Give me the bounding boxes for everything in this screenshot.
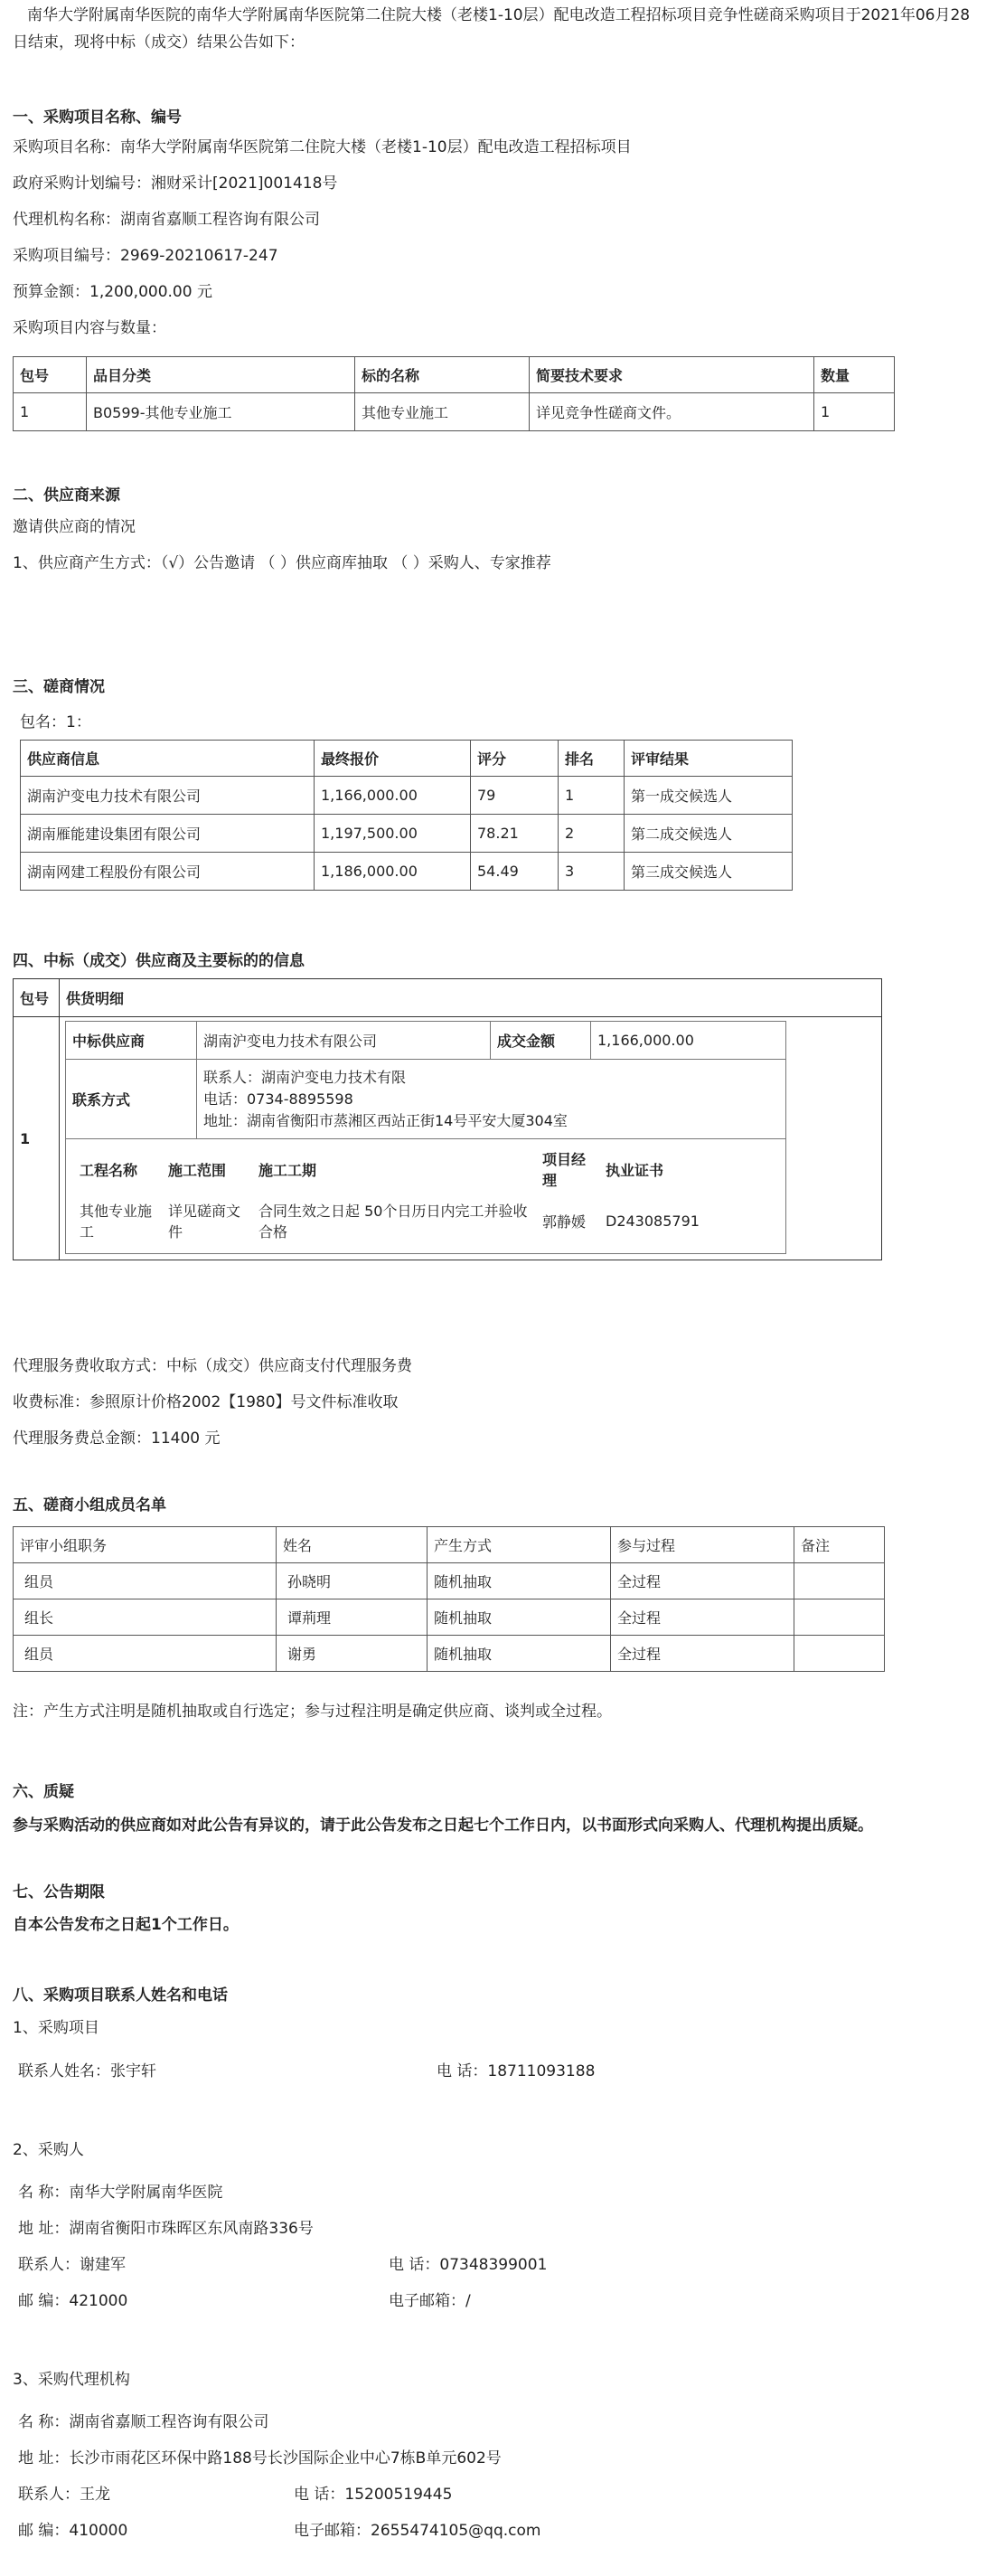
table-cell: 第一成交候选人 bbox=[625, 777, 793, 815]
supplier-label: 中标供应商 bbox=[66, 1022, 197, 1060]
table-cell: 1 bbox=[814, 393, 895, 431]
section-2-heading: 二、供应商来源 bbox=[13, 486, 120, 505]
table-row bbox=[66, 1139, 786, 1254]
plan-number: 政府采购计划编号：湘财采计[2021]001418号 bbox=[13, 175, 338, 193]
col-header: 执业证书 bbox=[606, 1161, 664, 1179]
table-row bbox=[14, 1563, 885, 1599]
table-cell: 全过程 bbox=[611, 1599, 794, 1636]
col-header: 施工工期 bbox=[258, 1161, 317, 1179]
table-row bbox=[21, 853, 793, 891]
table-cell: 随机抽取 bbox=[428, 1599, 611, 1636]
panel-note: 注：产生方式注明是随机抽取或自行选定；参与过程注明是确定供应商、谈判或全过程。 bbox=[13, 1703, 612, 1721]
contact-address: 地址：湖南省衡阳市蒸湘区西站正街14号平安大厦304室 bbox=[203, 1111, 568, 1129]
project-name: 采购项目名称：南华大学附属南华医院第二住院大楼（老楼1-10层）配电改造工程招标项目 bbox=[13, 138, 632, 156]
table-cell: 孙晓明 bbox=[277, 1563, 428, 1599]
table-cell: 1 bbox=[14, 393, 87, 431]
detail-cell bbox=[60, 1017, 882, 1260]
col-header: 供货明细 bbox=[60, 979, 882, 1017]
section-8-heading: 八、采购项目联系人姓名和电话 bbox=[13, 1986, 228, 2005]
table-cell: 合同生效之日起 50个日历日内完工并验收合格 bbox=[258, 1203, 528, 1241]
col-header: 姓名 bbox=[277, 1527, 428, 1563]
project-info-cell bbox=[66, 1139, 786, 1254]
section-1-heading: 一、采购项目名称、编号 bbox=[13, 109, 182, 127]
table-cell: 详见磋商文件 bbox=[168, 1203, 241, 1241]
agency-email: 电子邮箱：2655474105@qq.com bbox=[294, 2522, 541, 2540]
table-cell: 全过程 bbox=[611, 1636, 794, 1672]
contact-label: 联系方式 bbox=[66, 1060, 197, 1139]
section-5-heading: 五、磋商小组成员名单 bbox=[13, 1496, 166, 1514]
table-header-row bbox=[14, 1527, 885, 1563]
content-quantity-label: 采购项目内容与数量： bbox=[13, 319, 166, 337]
table-cell: 第二成交候选人 bbox=[625, 815, 793, 853]
contact-person: 联系人：湖南沪变电力技术有限 bbox=[203, 1068, 407, 1086]
col-header: 包号 bbox=[14, 979, 60, 1017]
col-header: 评审结果 bbox=[625, 741, 793, 777]
table-cell: 组长 bbox=[14, 1599, 277, 1636]
col-header: 品目分类 bbox=[87, 357, 355, 393]
agency-name-line: 名 称：湖南省嘉顺工程咨询有限公司 bbox=[18, 2413, 269, 2431]
table-cell: 湖南雁能建设集团有限公司 bbox=[21, 815, 315, 853]
section-6-heading: 六、质疑 bbox=[13, 1783, 74, 1801]
col-header: 施工范围 bbox=[168, 1161, 227, 1179]
col-header: 备注 bbox=[794, 1527, 885, 1563]
table-header-row bbox=[21, 741, 793, 777]
col-header: 数量 bbox=[814, 357, 895, 393]
col-header: 工程名称 bbox=[80, 1161, 138, 1179]
table-cell: 湖南网建工程股份有限公司 bbox=[21, 853, 315, 891]
table-cell bbox=[794, 1563, 885, 1599]
col-header: 评分 bbox=[471, 741, 559, 777]
table-cell: 详见竞争性磋商文件。 bbox=[530, 393, 814, 431]
consultation-table bbox=[20, 740, 793, 891]
table-cell: D243085791 bbox=[606, 1212, 700, 1230]
intro-paragraph: 南华大学附属南华医院的南华大学附属南华医院第二住院大楼（老楼1-10层）配电改造工程招标项目竞争性磋商采购项目于2021年06月28日结束，现将中标（成交）结果公告如下： bbox=[13, 6, 971, 52]
fee-method: 代理服务费收取方式：中标（成交）供应商支付代理服务费 bbox=[13, 1357, 412, 1375]
table-row bbox=[66, 1060, 786, 1139]
table-row bbox=[14, 393, 895, 431]
purchaser-name: 名 称：南华大学附属南华医院 bbox=[18, 2184, 223, 2202]
table-row bbox=[14, 1636, 885, 1672]
purchaser-email: 电子邮箱：/ bbox=[389, 2292, 471, 2310]
project-number: 采购项目编号：2969-20210617-247 bbox=[13, 247, 278, 265]
col-header: 项目经理 bbox=[542, 1151, 587, 1189]
invite-supplier-label: 邀请供应商的情况 bbox=[13, 518, 136, 536]
purchaser-contact: 联系人：谢建军 bbox=[18, 2256, 126, 2274]
table-cell: B0599-其他专业施工 bbox=[87, 393, 355, 431]
amount-label: 成交金额 bbox=[491, 1022, 591, 1060]
panel-members-table bbox=[13, 1526, 885, 1672]
table-header-row bbox=[14, 357, 895, 393]
contact-phone: 电话：0734-8895598 bbox=[203, 1090, 353, 1108]
agency-address: 地 址：长沙市雨花区环保中路188号长沙国际企业中心7栋B单元602号 bbox=[18, 2449, 502, 2467]
amount-value: 1,166,000.00 bbox=[591, 1022, 786, 1060]
fee-total: 代理服务费总金额：11400 元 bbox=[13, 1430, 221, 1448]
section-3-heading: 三、磋商情况 bbox=[13, 678, 105, 696]
project-info-table bbox=[73, 1145, 778, 1248]
section-4-heading: 四、中标（成交）供应商及主要标的的信息 bbox=[13, 952, 305, 970]
table-cell: 湖南沪变电力技术有限公司 bbox=[21, 777, 315, 815]
section-7-heading: 七、公告期限 bbox=[13, 1883, 105, 1901]
package-name: 包名：1： bbox=[20, 713, 91, 731]
table-cell: 3 bbox=[559, 853, 625, 891]
table-cell: 78.21 bbox=[471, 815, 559, 853]
purchaser-phone: 电 话：07348399001 bbox=[389, 2256, 548, 2274]
col-header: 最终报价 bbox=[315, 741, 471, 777]
agency-contact: 联系人：王龙 bbox=[18, 2486, 110, 2504]
col-header: 供应商信息 bbox=[21, 741, 315, 777]
agency-name: 代理机构名称：湖南省嘉顺工程咨询有限公司 bbox=[13, 211, 320, 229]
col-header: 包号 bbox=[14, 357, 87, 393]
table-row bbox=[14, 1017, 882, 1260]
purchaser-zip: 邮 编：421000 bbox=[18, 2292, 128, 2310]
table-cell: 1 bbox=[559, 777, 625, 815]
table-cell: 组员 bbox=[14, 1563, 277, 1599]
table-cell: 2 bbox=[559, 815, 625, 853]
table-cell: 其他专业施工 bbox=[355, 393, 530, 431]
col-header: 排名 bbox=[559, 741, 625, 777]
contact-info bbox=[197, 1060, 786, 1139]
col-header: 标的名称 bbox=[355, 357, 530, 393]
purchaser-address: 地 址：湖南省衡阳市珠晖区东风南路336号 bbox=[18, 2220, 314, 2238]
table-cell bbox=[794, 1599, 885, 1636]
table-cell: 郭静媛 bbox=[542, 1213, 587, 1231]
supplier-method: 1、供应商产生方式：（√）公告邀请 （ ）供应商库抽取 （ ）采购人、专家推荐 bbox=[13, 554, 551, 572]
agency-zip: 邮 编：410000 bbox=[18, 2522, 128, 2540]
table-cell: 随机抽取 bbox=[428, 1563, 611, 1599]
table-cell: 1,166,000.00 bbox=[315, 777, 471, 815]
table-cell: 谢勇 bbox=[277, 1636, 428, 1672]
table-row bbox=[66, 1022, 786, 1060]
project-contact-phone: 电 话：18711093188 bbox=[437, 2062, 596, 2081]
table-cell: 第三成交候选人 bbox=[625, 853, 793, 891]
budget-amount: 预算金额：1,200,000.00 元 bbox=[13, 283, 212, 301]
notice-period-text: 自本公告发布之日起1个工作日。 bbox=[13, 1916, 239, 1934]
table-cell: 谭荊理 bbox=[277, 1599, 428, 1636]
package-number: 1 bbox=[14, 1017, 60, 1260]
table-cell: 79 bbox=[471, 777, 559, 815]
col-header: 参与过程 bbox=[611, 1527, 794, 1563]
contact-group-purchaser-title: 2、采购人 bbox=[13, 2141, 84, 2159]
contact-group-project-title: 1、采购项目 bbox=[13, 2019, 99, 2037]
col-header: 产生方式 bbox=[428, 1527, 611, 1563]
contact-group-agency-title: 3、采购代理机构 bbox=[13, 2371, 130, 2389]
supplier-value: 湖南沪变电力技术有限公司 bbox=[197, 1022, 491, 1060]
table-row bbox=[21, 777, 793, 815]
table-header-row bbox=[73, 1145, 778, 1194]
table-header-row bbox=[14, 979, 882, 1017]
agency-phone: 电 话：15200519445 bbox=[294, 2486, 453, 2504]
table-row bbox=[21, 815, 793, 853]
table-cell: 全过程 bbox=[611, 1563, 794, 1599]
winning-supplier-table bbox=[13, 978, 882, 1260]
table-cell: 组员 bbox=[14, 1636, 277, 1672]
project-content-table bbox=[13, 356, 895, 431]
table-cell: 随机抽取 bbox=[428, 1636, 611, 1672]
table-cell: 1,197,500.00 bbox=[315, 815, 471, 853]
table-row bbox=[14, 1599, 885, 1636]
table-cell: 1,186,000.00 bbox=[315, 853, 471, 891]
supplier-detail-table bbox=[65, 1021, 786, 1254]
objection-text: 参与采购活动的供应商如对此公告有异议的，请于此公告发布之日起七个工作日内，以书面形式向采购人、代理机构提出质疑。 bbox=[13, 1816, 873, 1835]
col-header: 简要技术要求 bbox=[530, 357, 814, 393]
table-cell bbox=[794, 1636, 885, 1672]
col-header: 评审小组职务 bbox=[14, 1527, 277, 1563]
table-cell: 54.49 bbox=[471, 853, 559, 891]
table-cell: 其他专业施工 bbox=[80, 1203, 153, 1241]
table-row bbox=[73, 1194, 778, 1248]
fee-standard: 收费标准：参照原计价格2002【1980】号文件标准收取 bbox=[13, 1393, 399, 1411]
project-contact-name: 联系人姓名：张宇轩 bbox=[18, 2062, 156, 2081]
